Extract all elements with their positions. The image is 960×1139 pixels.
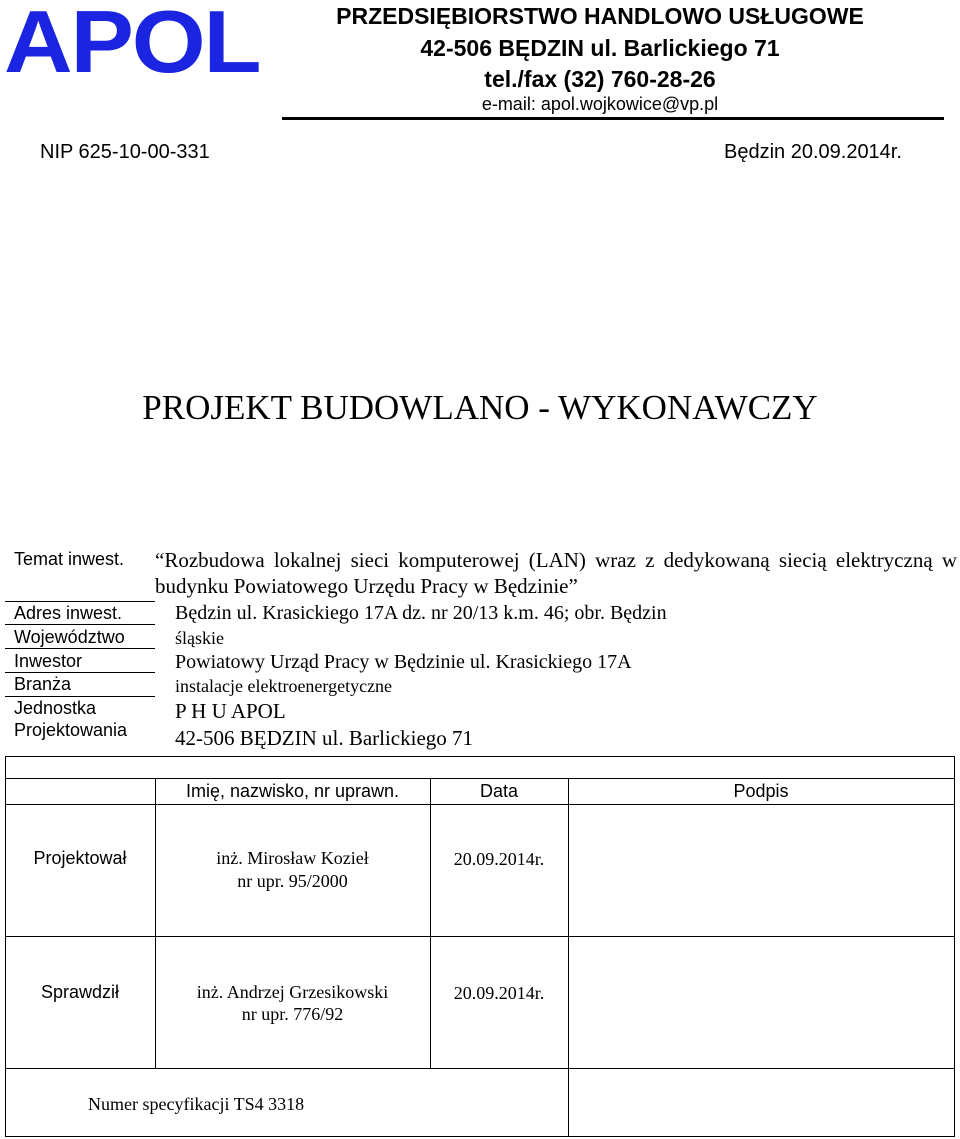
- table-border: [5, 756, 6, 1137]
- divider: [5, 696, 155, 697]
- address-label: Adres inwest.: [14, 603, 123, 623]
- specification-number: Numer specyfikacji TS4 3318: [88, 1094, 305, 1114]
- column-header-name: Imię, nazwisko, nr uprawn.: [185, 781, 400, 801]
- unit-label-line1: Jednostka: [14, 698, 97, 718]
- row-name-checker: inż. Andrzej Grzesikowski: [196, 982, 389, 1002]
- row-role-designer: Projektował: [33, 848, 127, 868]
- table-border: [568, 1068, 569, 1136]
- table-border: [5, 778, 955, 779]
- table-border: [5, 1136, 955, 1137]
- divider: [5, 624, 155, 625]
- company-email: e-mail: apol.wojkowice@vp.pl: [481, 94, 719, 114]
- row-license-designer: nr upr. 95/2000: [237, 871, 348, 891]
- unit-label-line2: Projektowania: [14, 720, 128, 740]
- document-title: PROJEKT BUDOWLANO - WYKONAWCZY: [142, 388, 818, 427]
- branch-value: instalacje elektroenergetyczne: [175, 676, 393, 696]
- table-border: [5, 936, 955, 937]
- row-name-designer: inż. Mirosław Kozieł: [216, 848, 369, 868]
- branch-label: Branża: [14, 674, 72, 694]
- company-phone: tel./fax (32) 760-28-26: [484, 66, 716, 92]
- column-header-signature: Podpis: [733, 781, 789, 801]
- table-border: [5, 804, 955, 805]
- table-border: [568, 778, 569, 1068]
- table-border: [5, 1068, 955, 1069]
- header-divider: [282, 117, 944, 120]
- divider: [5, 648, 155, 649]
- divider: [5, 601, 155, 602]
- row-license-checker: nr upr. 776/92: [241, 1004, 344, 1024]
- unit-value-line2: 42-506 BĘDZIN ul. Barlickiego 71: [175, 726, 474, 750]
- investor-label: Inwestor: [14, 651, 83, 671]
- voivodeship-label: Województwo: [14, 627, 125, 647]
- row-role-checker: Sprawdził: [40, 982, 120, 1002]
- company-address: 42-506 BĘDZIN ul. Barlickiego 71: [420, 35, 780, 61]
- row-date-designer: 20.09.2014r.: [453, 849, 545, 869]
- voivodeship-value: śląskie: [175, 628, 224, 648]
- nip-number: NIP 625-10-00-331: [40, 141, 210, 163]
- table-border: [430, 778, 431, 1068]
- table-border: [5, 756, 955, 757]
- row-date-checker: 20.09.2014r.: [453, 983, 545, 1003]
- unit-value-line1: P H U APOL: [175, 699, 286, 723]
- investor-value: Powiatowy Urząd Pracy w Będzinie ul. Krasickiego 17A: [175, 651, 632, 673]
- place-date: Będzin 20.09.2014r.: [724, 141, 902, 163]
- topic-label: Temat inwest.: [14, 549, 125, 569]
- company-logo: APOL: [4, 0, 260, 91]
- table-border: [954, 756, 955, 1137]
- divider: [5, 672, 155, 673]
- column-header-date: Data: [479, 781, 519, 801]
- company-name: PRZEDSIĘBIORSTWO HANDLOWO USŁUGOWE: [336, 3, 864, 29]
- address-value: Będzin ul. Krasickiego 17A dz. nr 20/13 k.m. 46; obr. Będzin: [175, 602, 667, 624]
- topic-value: “Rozbudowa lokalnej sieci komputerowej (LAN) wraz z dedykowaną siecią elektryczną w budynku Powiatowego Urzędu Pracy w Będzinie”: [155, 548, 957, 598]
